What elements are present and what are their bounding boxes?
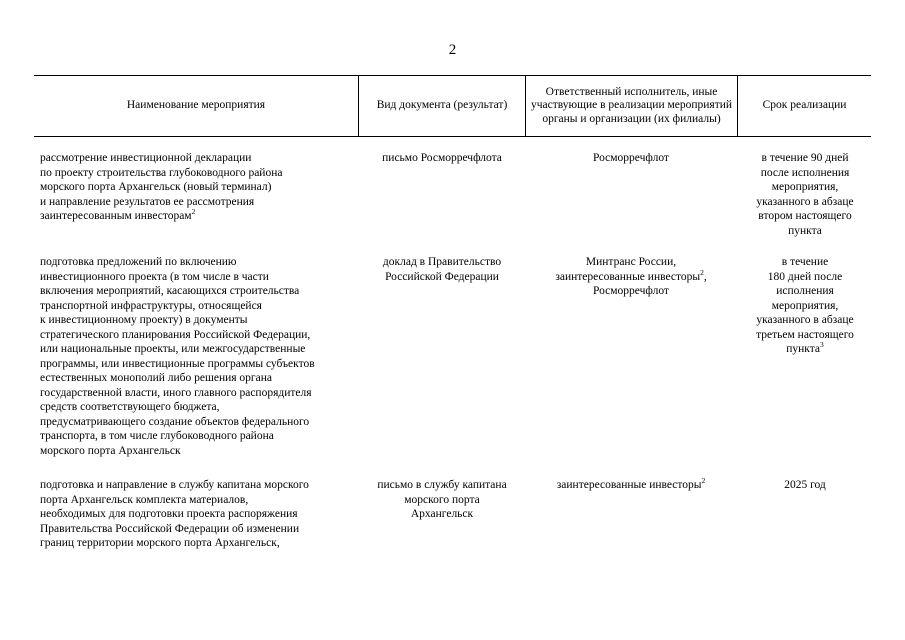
row-2-executor-text-cont: , Росморречфлот (593, 270, 707, 297)
row-1-document-type: письмо Росморречфлота (382, 152, 502, 164)
row-3-executor (525, 478, 737, 493)
header-event-name-text: Наименование мероприятия (126, 99, 266, 112)
header-event-name (34, 76, 358, 136)
footnote-mark: 3 (820, 340, 824, 350)
footnote-mark: 2 (191, 207, 196, 217)
row-1-event-name-text: рассмотрение инвестиционной декларации по проекту строительства глубоководного района морского порта Архангельск (новый терминал) и направление результатов ее рассмотрения заинтересованным инвесторам (40, 152, 283, 222)
row-2-executor-text: Минтранс России, заинтересованные инвесторы (555, 256, 701, 283)
row-2-deadline (738, 255, 872, 357)
footnote-mark: 2 (701, 476, 706, 486)
header-executor (526, 76, 737, 136)
footnote-mark: 2 (700, 267, 704, 277)
row-2-deadline-text: в течение 180 дней после исполнения мероприятия, указанного в абзаце третьем настоящего пункта (756, 256, 854, 355)
header-deadline (738, 76, 871, 136)
row-2-document-type: доклад в Правительство Российской Федерации (382, 256, 502, 283)
table-header-bottom-rule (34, 136, 871, 137)
header-document-type (359, 76, 525, 136)
row-1-deadline: в течение 90 дней после исполнения мероприятия, указанного в абзаце втором настоящего пункта (756, 152, 854, 237)
row-1-executor: Росморречфлот (593, 152, 669, 164)
row-3-event-name: подготовка и направление в службу капитана морского порта Архангельск комплекта материалов, необходимых для подготовки проекта распоряжения Правительства Российской Федерации об изменении границ территории морского порта Архангельск, (40, 479, 309, 549)
row-3-executor-text: заинтересованные инвесторы (556, 479, 702, 491)
row-2-executor (525, 255, 737, 299)
row-3-document-type: письмо в службу капитана морского порта Архангельск (377, 479, 507, 520)
header-executor-text: Ответственный исполнитель, иные участвующие в реализации мероприятий органы и организации (их филиалы) (530, 85, 733, 125)
header-document-type-text: Вид документа (результат) (376, 99, 508, 112)
row-3-deadline: 2025 год (784, 479, 826, 491)
page-number: 2 (448, 42, 457, 58)
row-1-event-name (40, 151, 360, 224)
row-2-event-name: подготовка предложений по включению инвестиционного проекта (в том числе в части включения мероприятий, касающихся строительства транспортной инфраструктуры, относящейся к инвестиционному проекту) в документы стратегического планирования Российской Федерации, или национальные проекты, или межгосударственные программы, или инвестиционные программы субъектов естественных монополий либо решения органа государственной власти, иного главного распорядителя средств соответствующего бюджета, предусматривающего создание объектов федерального транспорта, в том числе глубоководного района морского порта Архангельск (40, 256, 315, 457)
header-deadline-text: Срок реализации (762, 99, 847, 112)
